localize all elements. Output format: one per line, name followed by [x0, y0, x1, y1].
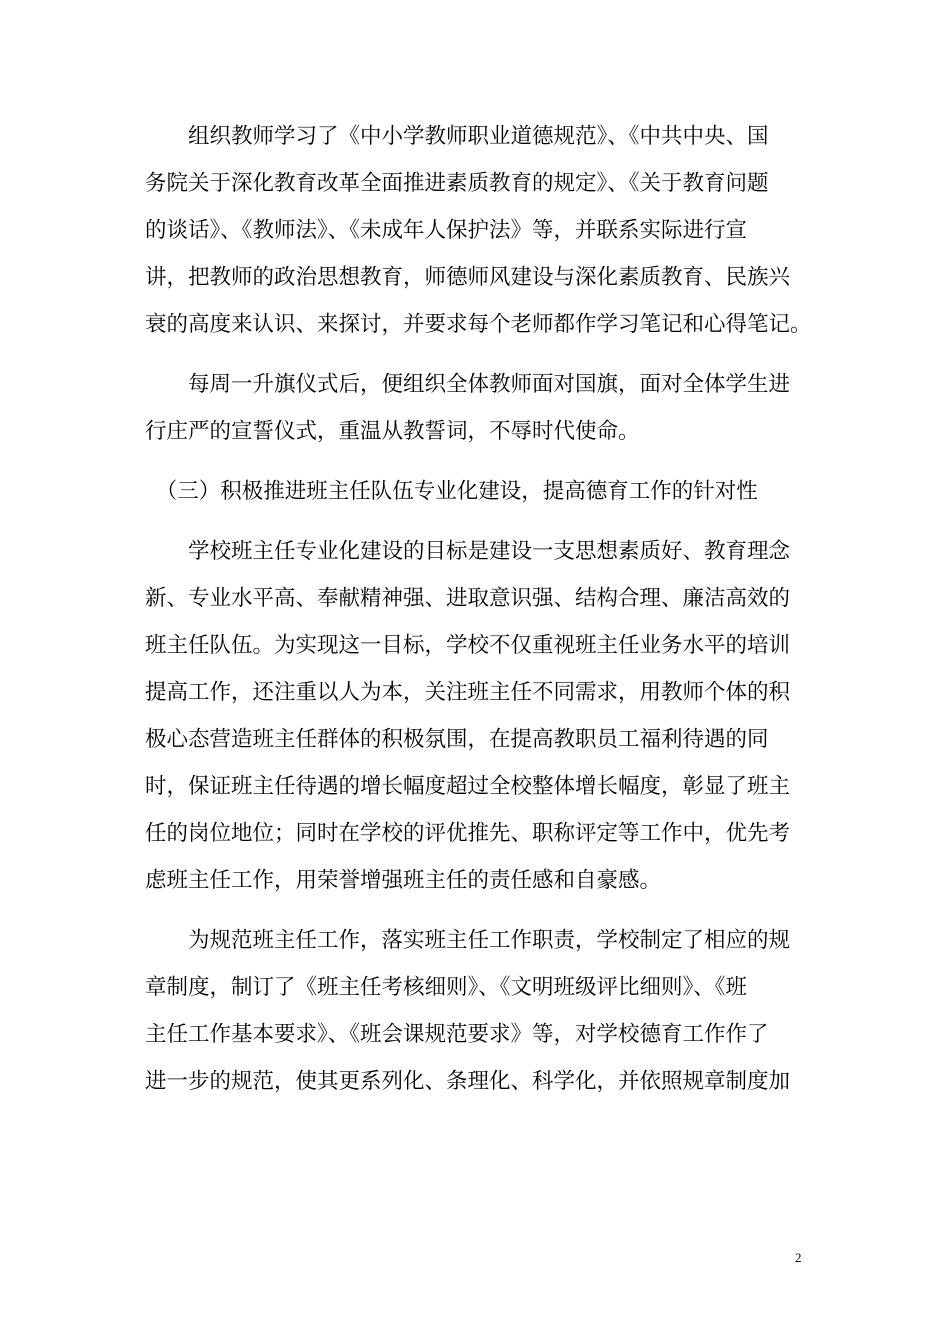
- text-line: 进一步的规范，使其更系列化、条理化、科学化，并依照规章制度加: [145, 1069, 791, 1094]
- text-line: 新、专业水平高、奉献精神强、进取意识强、结构合理、廉洁高效的: [145, 586, 791, 611]
- paragraph-flag-ceremony: [145, 361, 807, 455]
- text-line: 每周一升旗仪式后，便组织全体教师面对国旗，面对全体学生进: [145, 372, 791, 397]
- text-line: 为规范班主任工作，落实班主任工作职责，学校制定了相应的规: [145, 928, 791, 953]
- text-line: 任的岗位地位；同时在学校的评优推先、职称评定等工作中，优先考: [145, 821, 791, 846]
- text-line: 提高工作，还注重以人为本，关注班主任不同需求，用教师个体的积: [145, 680, 791, 705]
- paragraph-teacher-team: [145, 528, 807, 904]
- document-body: [145, 113, 812, 1105]
- text-line: 班主任队伍。为实现这一目标，学校不仅重视班主任业务水平的培训: [145, 633, 791, 658]
- text-line: 讲，把教师的政治思想教育，师德师风建设与深化素质教育、民族兴: [145, 265, 791, 290]
- heading-line: （三）积极推进班主任队伍专业化建设，提高德育工作的针对性: [145, 479, 758, 504]
- paragraph-rules: [145, 917, 807, 1105]
- text-line: 学校班主任专业化建设的目标是建设一支思想素质好、教育理念: [145, 539, 791, 564]
- text-line: 务院关于深化教育改革全面推进素质教育的规定》、《关于教育问题: [145, 171, 769, 196]
- text-line: 章制度，制订了《班主任考核细则》、《文明班级评比细则》、《班: [145, 975, 748, 1000]
- text-line: 的谈话》、《教师法》、《未成年人保护法》等，并联系实际进行宣: [145, 218, 748, 243]
- text-line: 主任工作基本要求》、《班会课规范要求》等，对学校德育工作作了: [145, 1022, 769, 1047]
- text-line: 行庄严的宣誓仪式，重温从教誓词，不辱时代使命。: [145, 419, 640, 444]
- text-line: 衰的高度来认识、来探讨，并要求每个老师都作学习笔记和心得笔记。: [145, 312, 812, 337]
- text-line: 时，保证班主任待遇的增长幅度超过全校整体增长幅度，彰显了班主: [145, 774, 791, 799]
- text-line: 虑班主任工作，用荣誉增强班主任的责任感和自豪感。: [145, 868, 662, 893]
- paragraph-study-regulations: [145, 113, 812, 348]
- text-line: 组织教师学习了《中小学教师职业道德规范》、《中共中央、国: [145, 124, 769, 149]
- section-heading: [145, 468, 807, 515]
- page-number: 2: [795, 1250, 802, 1265]
- text-line: 极心态营造班主任群体的积极氛围，在提高教职员工福利待遇的同: [145, 727, 769, 752]
